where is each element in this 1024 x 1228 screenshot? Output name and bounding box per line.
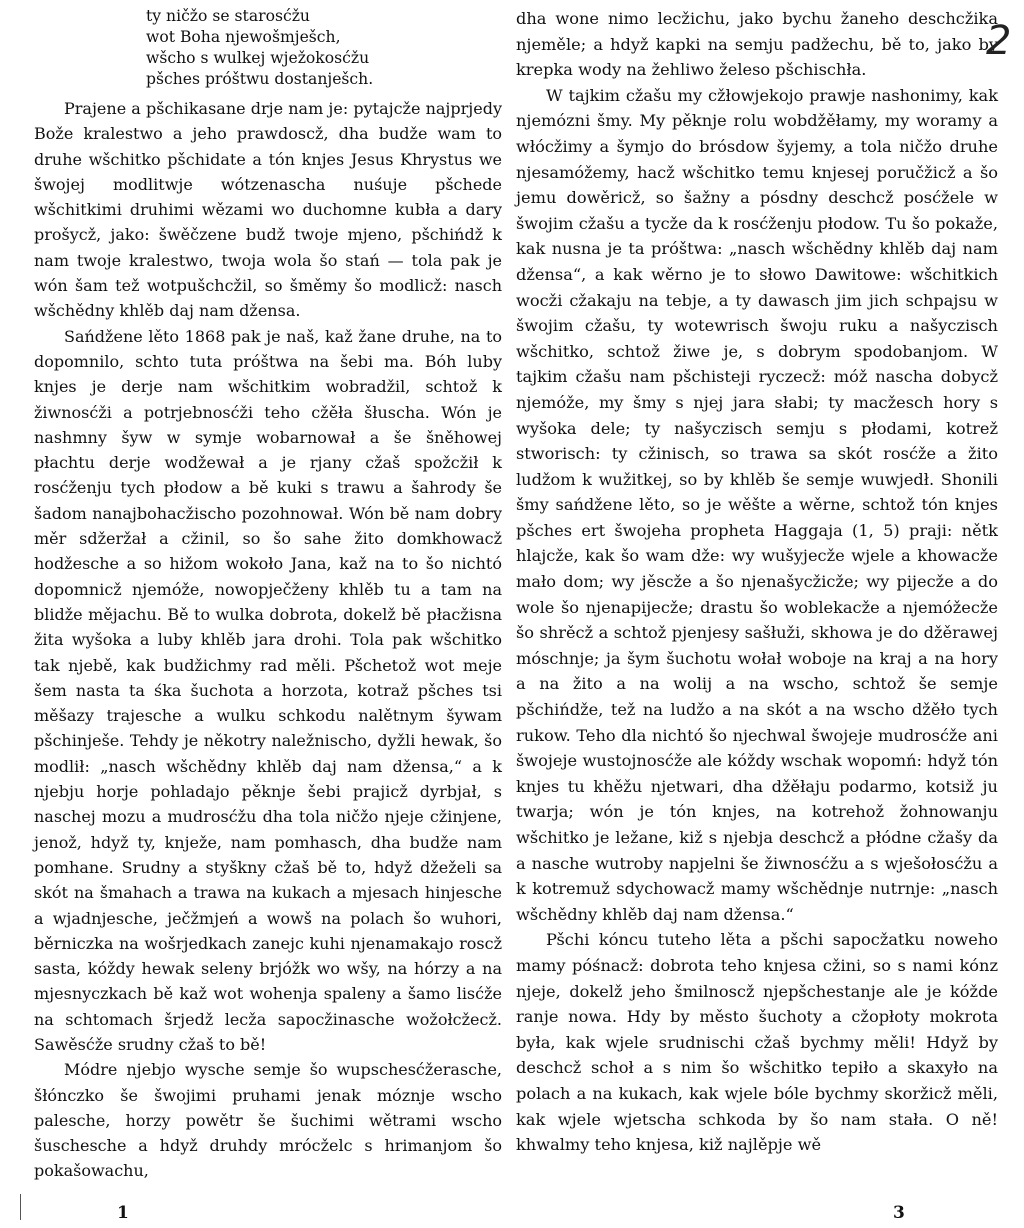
verse-line: pšches próštwu dostanješch. [146, 70, 374, 88]
verse-line: ty ničžo se starosćžu [146, 7, 310, 25]
paragraph: Pšchi kóncu tuteho lěta a pšchi sapocžatku noweho mamy póśnacž: dobrota teho knjesa cžini, so s nami kónz njeje, dokelž jeho šmilnoscž njepšchestanje ale je kóžde ranje nowa. Hdy by město šuchoty a cžopłoty mokrota była, kak wjele srudnischi cžaš bychmy měli! Hdyž by deschcž schoł a s nim šo wšchitko tepiło a skaxyło na polach a na kukach, kak wjele bóle bychmy skoržicž měli, kak wjele wjetscha schkoda by šo nam stała. O ně! khwalmy teho knjesa, kiž najlěpje wě [516, 930, 998, 1155]
paragraph: Módre njebjo wysche semje šo wupschesćžerasche, šłónczko še šwojimi pruhami jenak móznje wscho palesche, horzy powětr še šuchimi wětrami wscho šuschesche a hdyž druhdy mrócželc s hrimanjom šo pokašowachu, [34, 1060, 502, 1181]
left-page-column [34, 6, 502, 1184]
right-page-column [516, 6, 998, 1158]
paragraph: Prajene a pšchikasane drje nam je: pytajcže najprjedy Bože kralestwo a jeho prawdoscž, dha budže wam to druhe wšchitko pšchidate a tón knjes Jesus Khrystus we šwojej modlitwje wótzenascha nuśuje pšchede wšchitkimi druhimi wězami wo duchomne kubła a dary prošycž, jako: šwěčzene budž twoje mjeno, pšchińdž k nam twoje kralestwo, twoja wola šo stań — tola pak je wón šam tež wotpušchcžil, so šměmy šo modlicž: nasch wšchědny khlěb daj nam džensa. [34, 99, 502, 321]
corner-page-mark: 2 [986, 18, 1012, 64]
verse-line: wot Boha njewošmješch, [146, 28, 341, 46]
page-number-left: 1 [117, 1203, 129, 1223]
hymn-verse [34, 6, 502, 90]
paragraph: W tajkim cžašu my cžłowjekojo prawje nashonimy, kak njemózni šmy. My pěknje rolu wobdžěłamy, my woramy a włócžimy a šymjo do brósdow šyjemy, a tola ničžo druhe njesamóžemy, hacž wšchitko temu knjesej poručžicž a šo jemu dowěricž, so šažny a pósdny deschcž posćžele w šwojim cžašu a tycže da k rosćženju płodow. Tu šo pokaže, kak nusna je ta próštwa: „nasch wšchědny khlěb daj nam džensa“, a kak wěrno je to słowo Dawitowe: wšchitkich wocži cžakaju na tebje, a ty dawasch jim jich schpajsu w šwojim cžašu, ty wotewrisch šwoju ruku a našyczisch wšchitko, schtož žiwe je, s dobrym spodobanjom. W tajkim cžašu nam pšchisteji ryczecž: móž nascha dobycž njemóže, my šmy s njej jara słabi; ty macžesch hory s wyšoka dele; ty našyczisch semju s płodami, kotrež stworisch: ty cžinisch, so trawa sa skót rosćže a žito ludžom k wužitkej, so by khlěb še semje wuwjedł. Shonili šmy sańdžene lěto, so je wěšte a wěrne, schtož tón knjes pšches ert šwojeha propheta Haggaja (1, 5) praji: nětk hlajcže, kak šo wam dže: wy wušyjecže wjele a khowacže mało dom; wy jěscže a šo njenašycžicže; wy pijecže a do wole šo njenapijecže; drastu šo woblekacže a njemóžecže šo shrěcž a schtož pjenjesy sašłuži, skhowa je do džěrawej móschnje; ja šym šuchotu wołał woboje na kraj a na hory a na žito a na wolij a na wscho, schtož še semje pšchińdže, tež na ludžo a na skót a na wscho džěło tych rukow. Teho dla nichtó šo njechwal šwojeje mudrosćže ani šwojeje wustojnosćže ale kóždy wschak wopomń: hdyž tón knjes tu khěžu njetwari, dha džěłaju podarmo, kotsiž ju twarja; wón je tón knjes, na kotrehož žohnowanju wšchitko je ležane, kiž s njebja deschcž a płódne cžašy da a nasche wutroby napjelni še žiwnosćžu a s wješołosćžu a k kotremuž sdychowacž mamy wšchědnje nutrnje: „nasch wšchědny khlěb daj nam džensa.“ [516, 85, 998, 924]
verse-line: wšcho s wulkej wježokosćžu [146, 49, 370, 67]
paragraph: dha wone nimo lecžichu, jako bychu žaneho deschcžika njeměle; a hdyž kapki na semju padžechu, bě to, jako by krepka wody na žehliwo želeso pšchischła. [516, 9, 998, 80]
margin-rule [20, 1194, 21, 1220]
page-number-right: 3 [893, 1203, 905, 1223]
paragraph: Sańdžene lěto 1868 pak je naš, kaž žane druhe, na to dopomnilo, schto tuta próštwa na šebi ma. Bóh luby knjes je derje nam wšchitkim wobradžil, schtož k žiwnosćži a potrjebnosćži teho cžěła šłuscha. Wón je nashmny šyw w symje wobarnował a še šněhowej płachtu derje wodžewał a je rjany cžaš spožcžił k rosćženju tych płodow a bě kuki s trawu a šahrody še šadom nanajbohacžischo pozohnował. Wón bě nam dobry měr sdžeržał a cžinil, so šo sahe žito domkhowacž hodžesche a so hižom wokoło Jana, kaž na to šo nichtó dopomnicž njemóže, nowopječženy khlěb tu a tam na blidže mějachu. Bě to wulka dobrota, dokelž bě płacžisna žita wyšoka a luby khlěb jara drohi. Tola pak wšchitko tak njebě, kak budžichmy rad měli. Pšchetož wot meje šem nasta ta śka šuchota a horzota, kotraž pšches tsi měšazy trajesche a wulku schkodu nalětnym šywam pšchinješe. Tehdy je někotry naležnischo, dyžli hewak, šo modlił: „nasch wšchědny khlěb daj nam džensa,“ a k njebju horje pohladajo pěknje šebi prajicž dyrbjał, s naschej mozu a mudrosćžu dha tola ničžo njeje cžinjene, jenož, hdyž ty, knježe, nam pomhasch, dha budže nam pomhane. Srudny a styškny cžaš bě to, hdyž džeželi sa skót na šmahach a trawa na kukach a mjesach hinjesche a wjadnjesche, ječžmjeń a wowš na polach šo wuhori, běrniczka na wošrjedkach zanejc kuhi njenamakajo roscž sasta, kóždy hewak seleny brjóžk wo wšy, na hórzy a na mjesnyczkach bě kaž wot wohenja spaleny a šamo lisćže na schtomach šrjedž lecža sapocžinasche wožołcžecž. Sawěsćže srudny cžaš to bě! [34, 326, 502, 1054]
